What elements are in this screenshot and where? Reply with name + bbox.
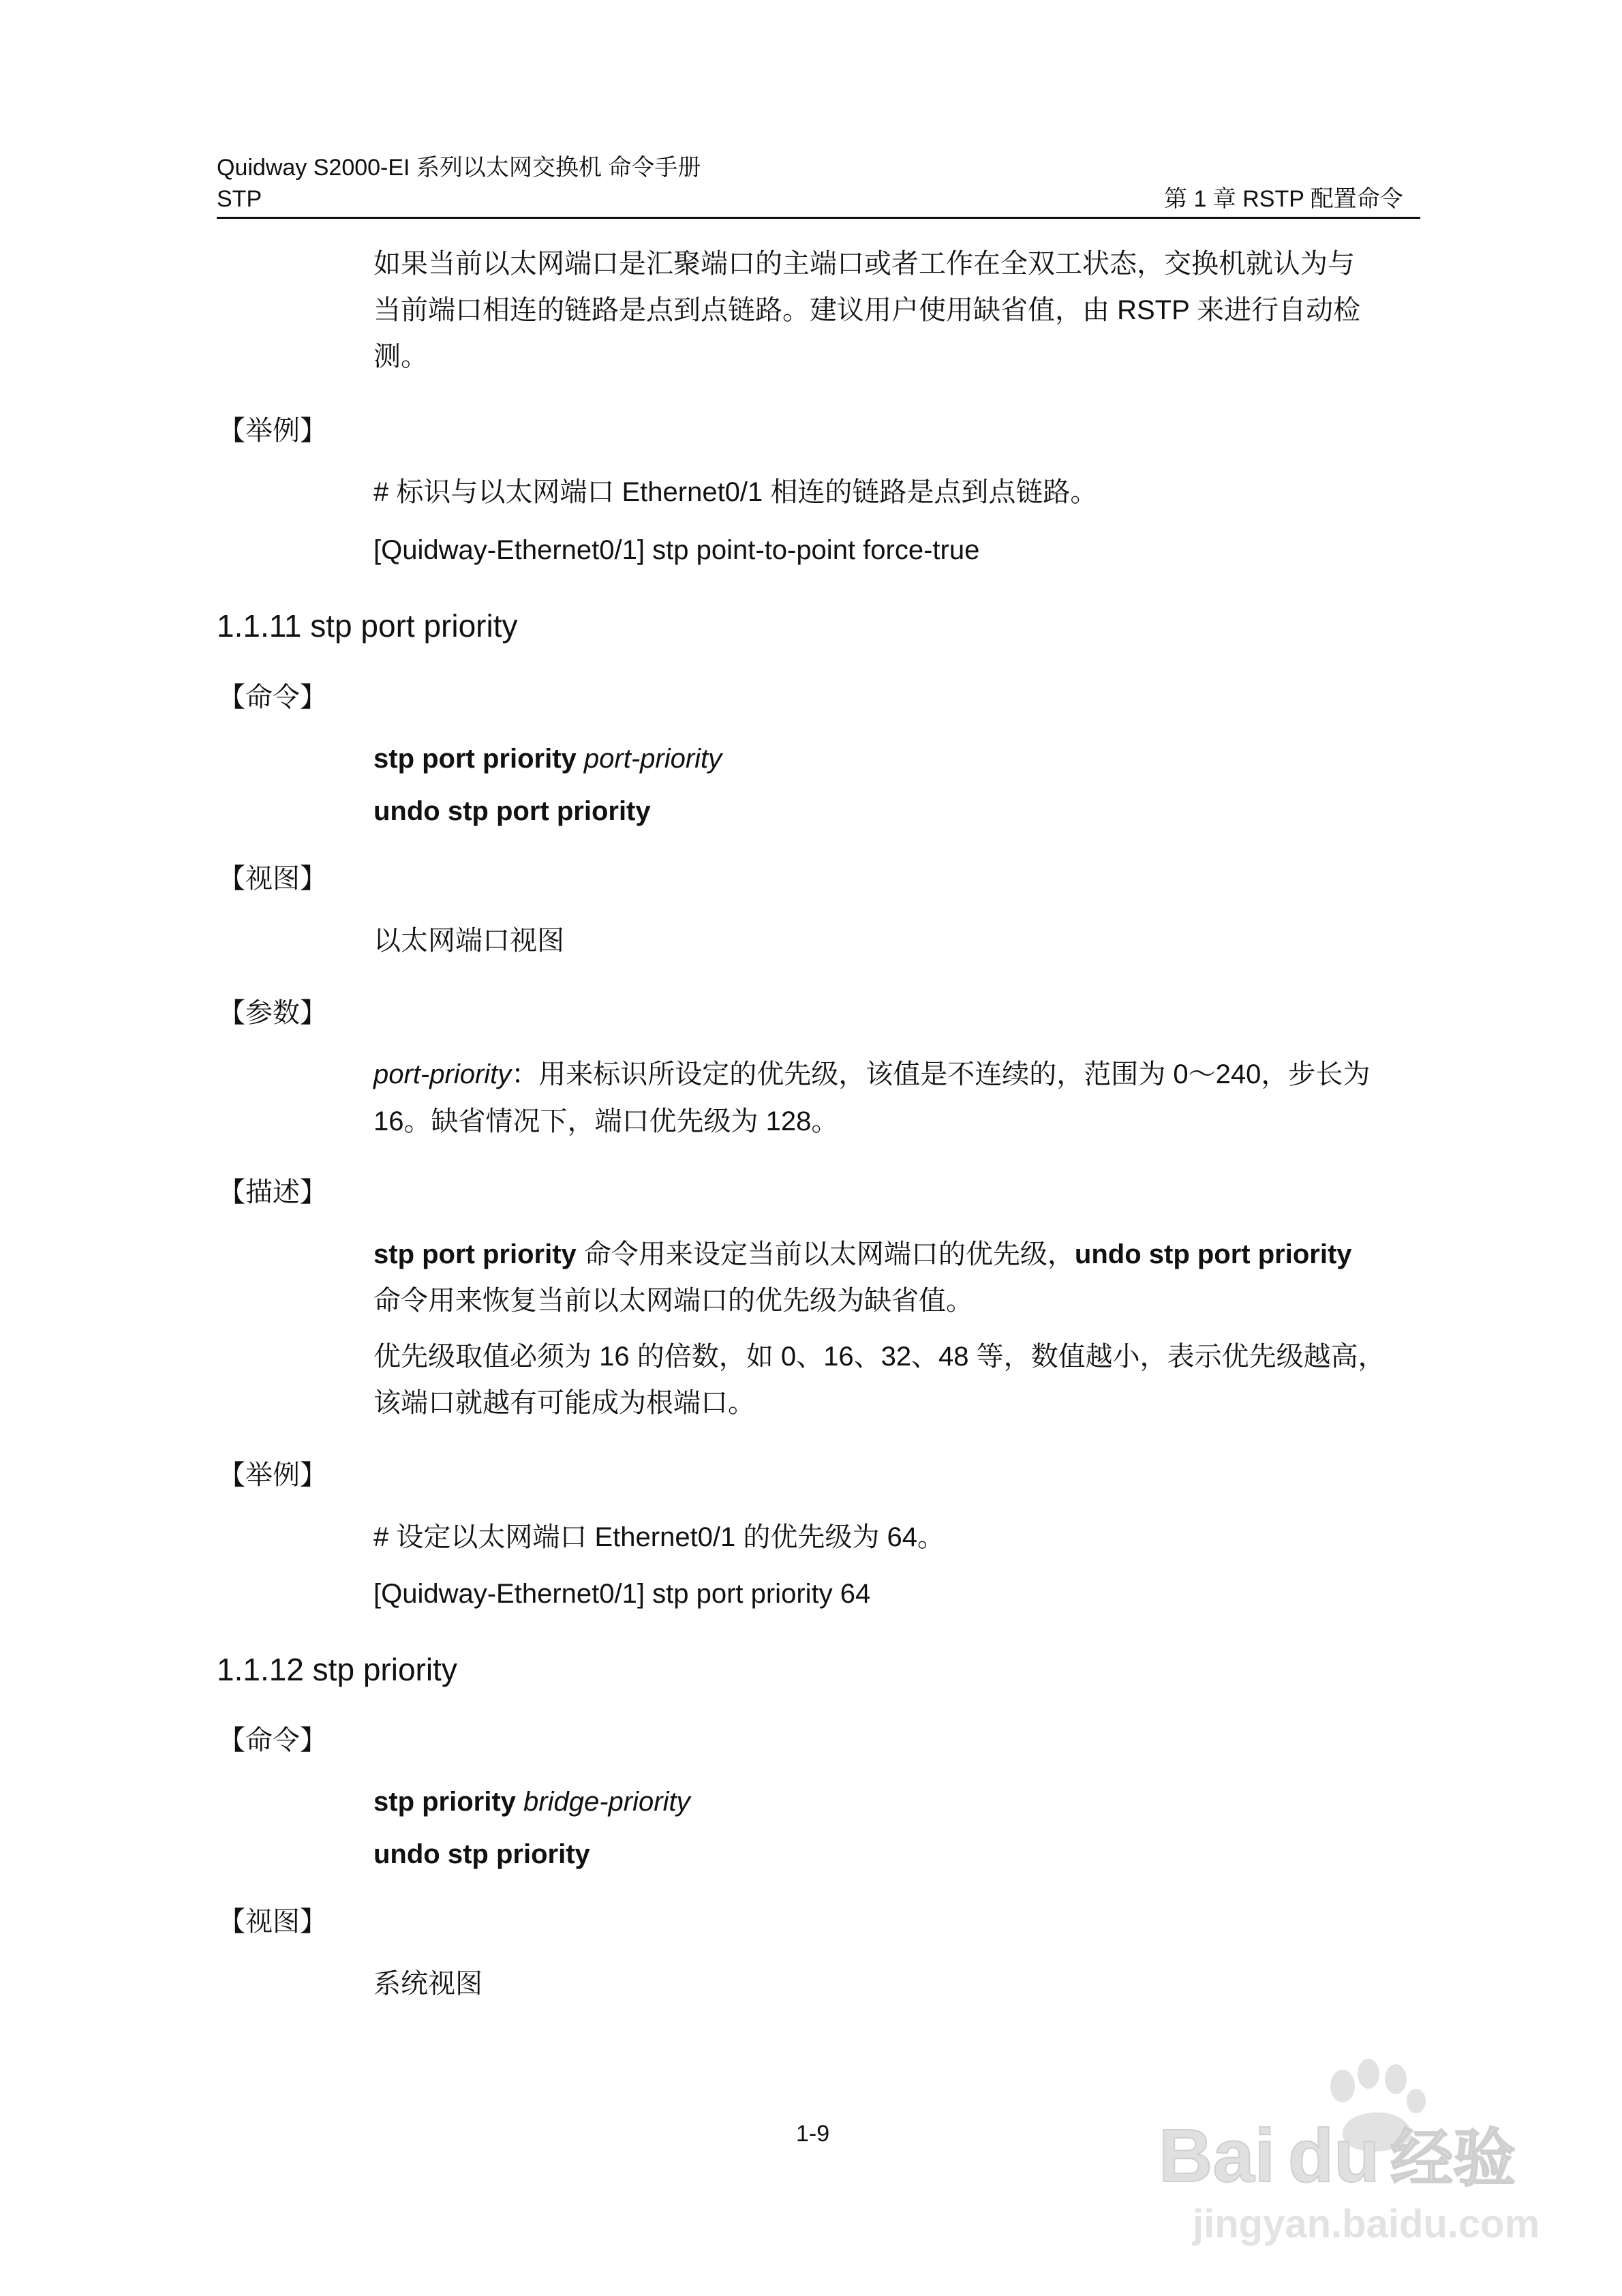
desc-middle: 命令用来设定当前以太网端口的优先级， bbox=[576, 1239, 1075, 1269]
desc-command-1: stp port priority bbox=[373, 1239, 577, 1269]
desc-line-1 bbox=[373, 1237, 1352, 1271]
command-tag: 【命令】 bbox=[218, 682, 327, 712]
desc-line-2: 命令用来恢复当前以太网端口的优先级为缺省值。 bbox=[373, 1286, 973, 1316]
watermark-cn: 经验 bbox=[1390, 2122, 1516, 2195]
view-text-2: 系统视图 bbox=[373, 1969, 483, 1999]
section-heading-1-1-11: 1.1.11 stp port priority bbox=[217, 608, 518, 644]
param-desc: ：用来标识所设定的优先级，该值是不连续的，范围为 0～240，步长为 bbox=[511, 1059, 1371, 1089]
example-comment-2: # 设定以太网端口 Ethernet0/1 的优先级为 64。 bbox=[373, 1522, 945, 1552]
example-tag: 【举例】 bbox=[218, 416, 327, 446]
header-chapter: 第 1 章 RSTP 配置命令 bbox=[1164, 186, 1403, 212]
view-text: 以太网端口视图 bbox=[373, 926, 564, 956]
param-name: port-priority bbox=[373, 1059, 512, 1089]
view-tag-2: 【视图】 bbox=[218, 1907, 327, 1937]
command-syntax-2: undo stp port priority bbox=[373, 796, 651, 826]
page-number: 1-9 bbox=[796, 2121, 830, 2147]
watermark-url: jingyan.baidu.com bbox=[1193, 2202, 1540, 2246]
watermark-brand-2: du bbox=[1288, 2114, 1380, 2198]
example-command-2: [Quidway-Ethernet0/1] stp port priority 64 bbox=[373, 1579, 871, 1609]
command-argument: port-priority bbox=[583, 744, 722, 774]
desc-line-4: 该端口就越有可能成为根端口。 bbox=[373, 1388, 755, 1418]
view-tag: 【视图】 bbox=[218, 864, 327, 894]
example-comment: # 标识与以太网端口 Ethernet0/1 相连的链路是点到点链路。 bbox=[373, 477, 1098, 507]
command-keyword: stp port priority bbox=[373, 744, 577, 774]
header-module: STP bbox=[217, 186, 262, 212]
header-title: Quidway S2000-EI 系列以太网交换机 命令手册 bbox=[217, 155, 701, 181]
desc-command-2: undo stp port priority bbox=[1074, 1239, 1352, 1269]
header-rule bbox=[217, 217, 1420, 219]
command-syntax-4: undo stp priority bbox=[373, 1839, 590, 1869]
intro-line-2: 当前端口相连的链路是点到点链路。建议用户使用缺省值，由 RSTP 来进行自动检 bbox=[373, 295, 1361, 325]
intro-line-3: 测。 bbox=[373, 342, 428, 372]
intro-line-1: 如果当前以太网端口是汇聚端口的主端口或者工作在全双工状态，交换机就认为与 bbox=[373, 249, 1355, 279]
desc-tag: 【描述】 bbox=[218, 1177, 327, 1207]
section-heading-1-1-12: 1.1.12 stp priority bbox=[217, 1652, 457, 1687]
command-tag-2: 【命令】 bbox=[218, 1725, 327, 1755]
baidu-jingyan-watermark bbox=[1118, 2059, 1540, 2263]
command-syntax-3 bbox=[373, 1785, 690, 1819]
command-argument-2: bridge-priority bbox=[523, 1787, 690, 1817]
param-line-1 bbox=[373, 1057, 1370, 1091]
command-keyword-2: stp priority bbox=[373, 1787, 516, 1817]
watermark-brand: Bai bbox=[1159, 2114, 1276, 2198]
param-line-2: 16。缺省情况下，端口优先级为 128。 bbox=[373, 1106, 839, 1136]
desc-line-3: 优先级取值必须为 16 的倍数，如 0、16、32、48 等，数值越小，表示优先级越高， bbox=[373, 1342, 1386, 1372]
example-command: [Quidway-Ethernet0/1] stp point-to-point force-true bbox=[373, 535, 980, 565]
command-syntax-1 bbox=[373, 742, 722, 776]
param-tag: 【参数】 bbox=[218, 998, 327, 1028]
example-tag-2: 【举例】 bbox=[218, 1460, 327, 1490]
